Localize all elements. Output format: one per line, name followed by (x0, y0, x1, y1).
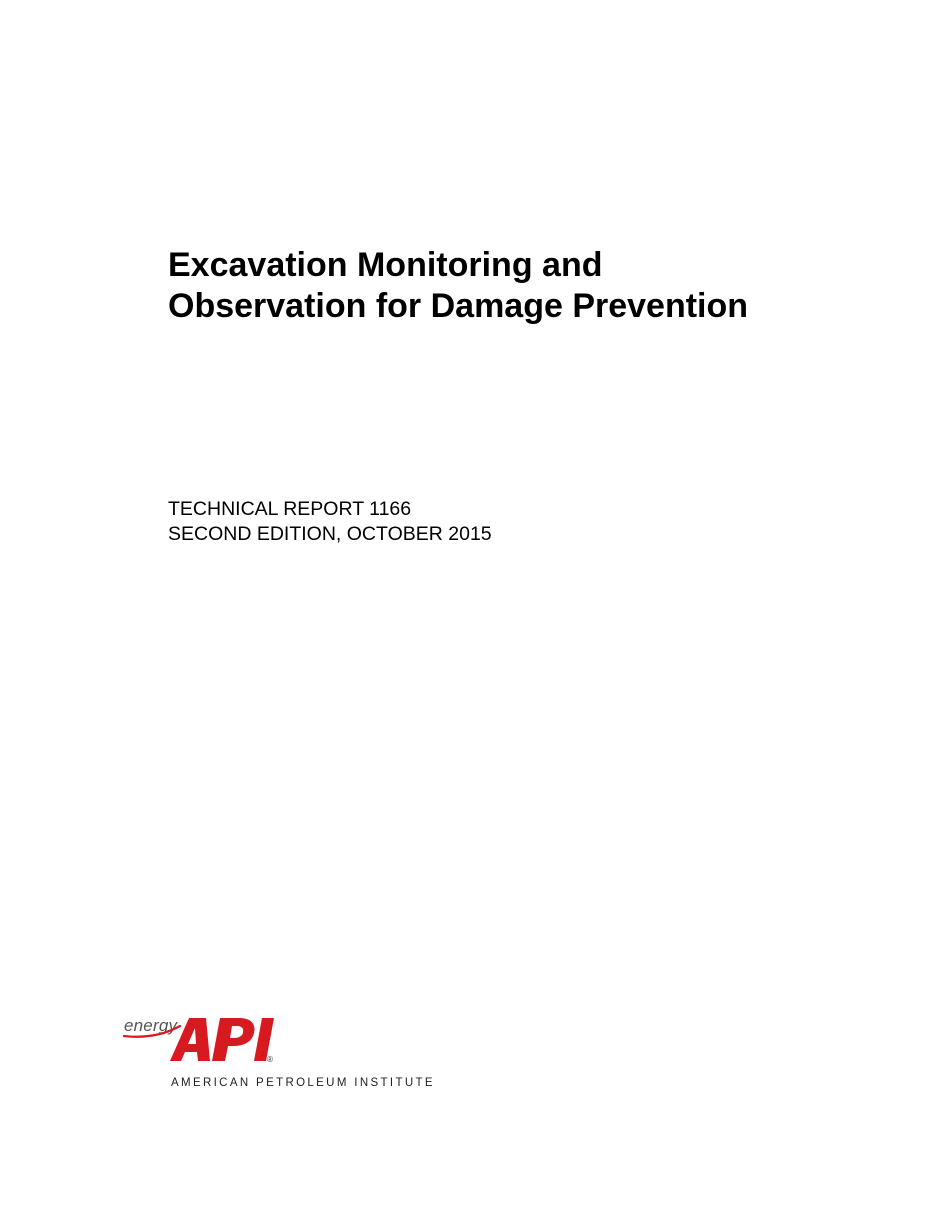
api-wordmark-icon (122, 1010, 282, 1070)
title-line-1: Excavation Monitoring and (168, 246, 603, 284)
api-logo (122, 1010, 442, 1095)
title-line-2: Observation for Damage Prevention (168, 287, 749, 325)
document-title (168, 245, 868, 327)
logo-letter-p (212, 1018, 254, 1061)
report-number: TECHNICAL REPORT 1166 (168, 498, 412, 520)
logo-swoosh-icon (124, 1026, 180, 1037)
organization-name: AMERICAN PETROLEUM INSTITUTE (171, 1077, 435, 1089)
edition-date: SECOND EDITION, OCTOBER 2015 (168, 523, 492, 545)
document-meta (168, 497, 768, 547)
logo-tagline: energy (124, 1016, 178, 1035)
logo-registered-mark: ® (267, 1055, 273, 1064)
